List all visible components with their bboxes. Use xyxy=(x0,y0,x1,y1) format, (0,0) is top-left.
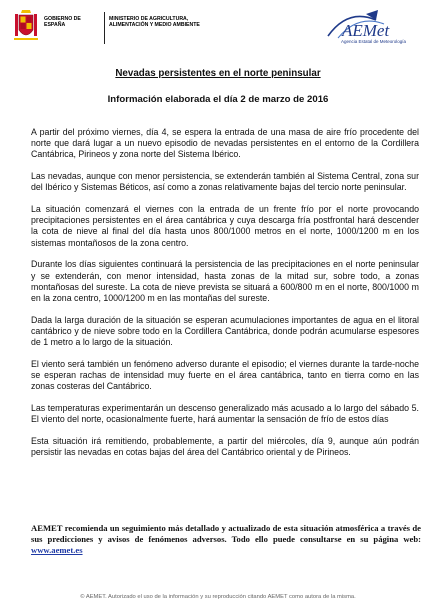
document-date: Información elaborada el día 2 de marzo de 2016 xyxy=(107,94,329,105)
aemet-logo xyxy=(318,4,422,54)
recommendation-note xyxy=(31,523,421,557)
paragraph: Durante los días siguientes continuará la persistencia de las precipitaciones en el norte peninsular y se extenderán, con menor intensidad, hasta zonas de la mitad sur, sobre todo, a zonas montañosas del sureste. La cota de nieve prevista se situará a 600/800 m en el norte, 800/1000 m en la zona centro, 1000/1200 m en las montañas del sureste. xyxy=(31,259,419,303)
coat-of-arms-icon xyxy=(14,10,38,44)
ministry-label: MINISTERIO DE AGRICULTURA, ALIMENTACIÓN Y MEDIO AMBIENTE xyxy=(109,16,200,28)
document-title: Nevadas persistentes en el norte peninsular xyxy=(115,68,321,79)
paragraph: Esta situación irá remitiendo, probablemente, a partir del miércoles, día 9, aunque aún podrán persistir las nevadas en cotas bajas del área del Cantábrico oriental y de Pirineos. xyxy=(31,435,419,457)
aemet-logo-wordmark: AEMet xyxy=(342,21,390,40)
copyright-notice: © AEMET. Autorizado el uso de la información y su reproducción citando AEMET como autora de la misma. xyxy=(80,594,356,600)
aemet-website-link[interactable]: www.aemet.es xyxy=(31,545,83,556)
paragraph: El viento será también un fenómeno adverso durante el episodio; el viernes durante la tarde-noche se esperan rachas de intensidad muy fuerte en el área cantábrica, tanto en tierra como en las zonas costeras del Cantábrico. xyxy=(31,358,419,392)
paragraph: Las temperaturas experimentarán un descenso generalizado más acusado a lo largo del sábado 5. El viento del norte, ocasionalmente fuerte, hará aumentar la sensación de frío de estos días xyxy=(31,402,419,425)
aemet-subtitle: Agencia Estatal de Meteorología xyxy=(341,39,407,44)
paragraph: Dada la larga duración de la situación se esperan acumulaciones importantes de agua en el litoral cantábrico y de nieve sobre todo en la Cordillera Cantábrica, donde podrán acumularse espesores de 1 metro a lo largo de la situación. xyxy=(31,314,419,348)
paragraph: A partir del próximo viernes, día 4, se espera la entrada de una masa de aire frío procedente del norte que dará lugar a un nuevo episodio de nevadas persistentes en el entorno de la Cordillera Cantábrica, Pirineos y zona norte del Sistema Ibérico. xyxy=(31,127,419,160)
page-header xyxy=(0,0,436,56)
government-logo-block xyxy=(14,10,224,50)
government-label: GOBIERNO DE ESPAÑA xyxy=(44,16,81,28)
header-divider xyxy=(104,12,105,44)
paragraph: La situación comenzará el viernes con la entrada de un frente frío por el norte provocando precipitaciones persistentes en el área cantábrica y cuya descarga fría postfrontal hará descender la cota de nieve al final del día hasta unos 800/1000 metros en el norte, 1000/1200 m en los sistemas montañosos de la zona centro. xyxy=(31,204,419,248)
recommendation-text: AEMET recomienda un seguimiento más detallado y actualizado de esta situación atmosférica a través de sus predicciones y avisos de fenómenos adversos. Todo ello puede consultarse en su página web: xyxy=(31,523,421,545)
paragraph: Las nevadas, aunque con menor persistencia, se extenderán también al Sistema Central, zona sur del Ibérico y Sistemas Béticos, así como a zonas relativamente bajas del tercio norte peninsular. xyxy=(31,171,419,193)
document-body xyxy=(31,127,419,469)
